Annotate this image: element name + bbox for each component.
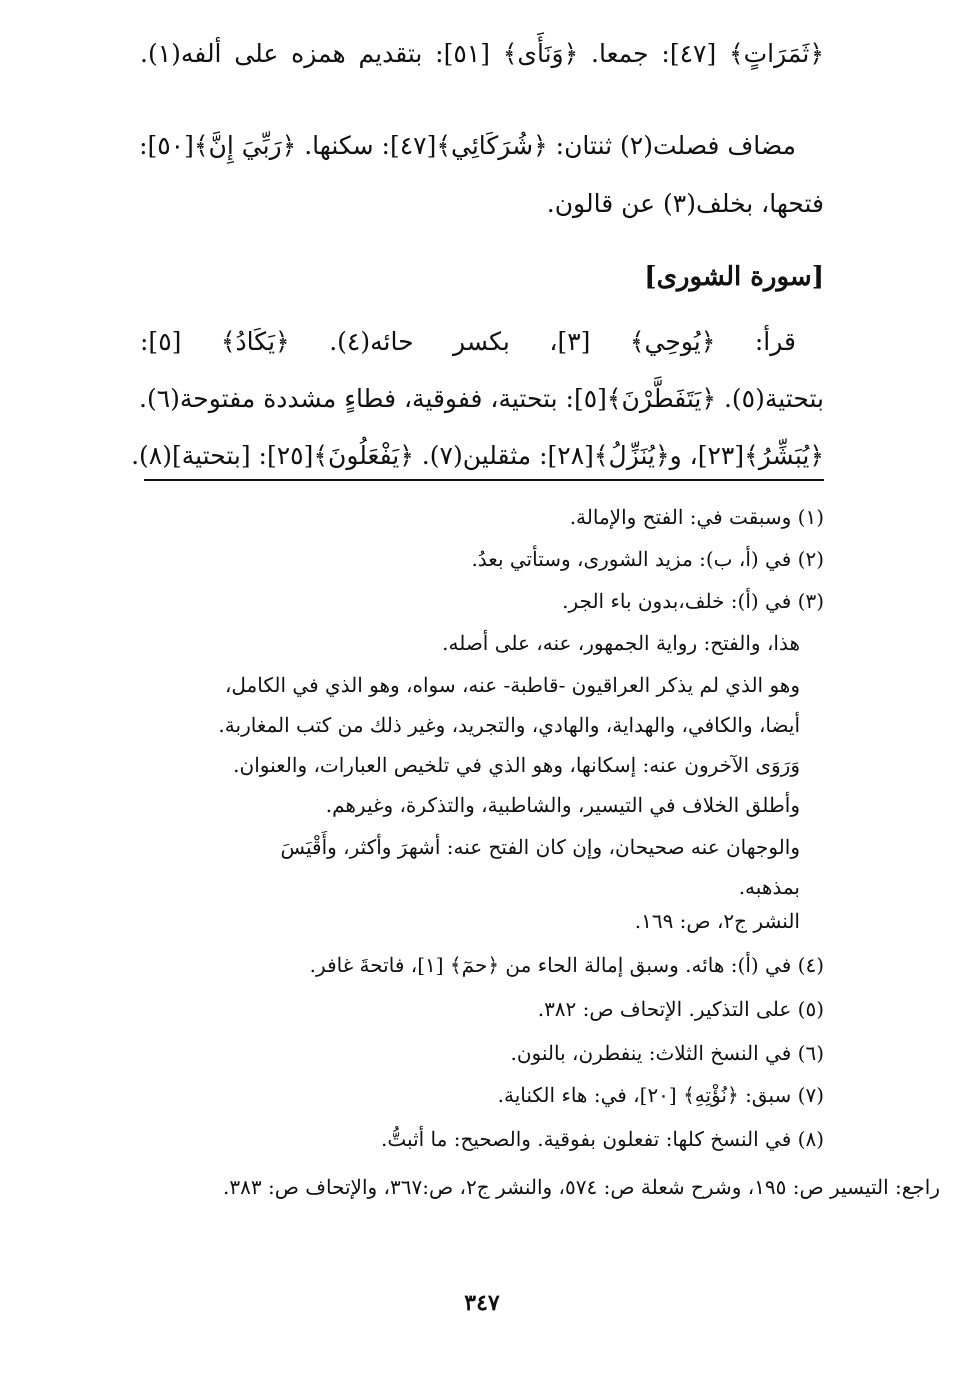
- footnote-3: (٣) في (أ): خلف،بدون باء الجر.: [562, 589, 824, 613]
- main-line-2: مضاف فصلت(٢) ثنتان: ﴿شُرَكَائِي﴾[٤٧]: سكنها. ﴿رَبِّيَ إِنَّ﴾[٥٠]:: [139, 131, 796, 160]
- footnote-4: (٤) في (أ): هائه. وسبق إمالة الحاء من ﴿حمٓ﴾ [١]، فاتحةَ غافر.: [309, 953, 824, 977]
- main-line-6: ﴿يُبَشِّرُ﴾[٢٣]، و﴿يُنَزِّلُ﴾[٢٨]: مثقلين(٧). ﴿يَفْعَلُونَ﴾[٢٥]: [بتحتية](٨).: [131, 441, 824, 470]
- footnote-8: (٨) في النسخ كلها: تفعلون بفوقية. والصحيح: ما أثبتُّ.: [381, 1127, 824, 1151]
- footnote-7: (٧) سبق: ﴿نُؤْتِهِ﴾ [٢٠]، في: هاء الكناية.: [497, 1083, 824, 1107]
- main-line-5: بتحتية(٥). ﴿يَتَفَطَّرْنَ﴾[٥]: بتحتية، ففوقية، فطاءٍ مشددة مفتوحة(٦).: [139, 384, 824, 413]
- footnote-3-line-a: هذا، والفتح: رواية الجمهور، عنه، على أصله.: [442, 631, 800, 655]
- main-line-1: ﴿ثَمَرَاتٍ﴾ [٤٧]: جمعا. ﴿وَنَأَى﴾ [٥١]: بتقديم همزه على ألفه(١).: [140, 39, 824, 68]
- footnote-2: (٢) في (أ، ب): مزيد الشورى، وستأتي بعدُ.: [471, 547, 824, 571]
- footnote-3-line-g: بمذهبه.: [738, 875, 800, 899]
- main-line-4: قرأ: ﴿يُوحِي﴾ [٣]، بكسر حائه(٤). ﴿يَكَادُ﴾ [٥]:: [140, 327, 796, 356]
- footnote-divider: [144, 479, 824, 481]
- main-line-3: فتحها، بخلف(٣) عن قالون.: [546, 189, 824, 218]
- surah-heading: [سورة الشورى]: [644, 262, 824, 292]
- footnote-3-line-b: وهو الذي لم يذكر العراقيون -قاطبة- عنه، سواه، وهو الذي في الكامل،: [224, 673, 800, 697]
- footnote-5: (٥) على التذكير. الإتحاف ص: ٣٨٢.: [537, 997, 824, 1021]
- footnote-3-line-c: أيضا، والكافي، والهداية، والهادي، والتجريد، وغير ذلك من كتب المغاربة.: [218, 713, 800, 737]
- page-number: ٣٤٧: [464, 1290, 500, 1316]
- footnote-6: (٦) في النسخ الثلاث: ينفطرن، بالنون.: [510, 1041, 824, 1065]
- footnote-3-line-e: وأطلق الخلاف في التيسير، والشاطبية، والتذكرة، وغيرهم.: [325, 793, 800, 817]
- footnote-3-line-d: وَرَوَى الآخرون عنه: إسكانها، وهو الذي في تلخيص العبارات، والعنوان.: [233, 753, 800, 777]
- footnote-1: (١) وسبقت في: الفتح والإمالة.: [569, 505, 824, 529]
- references-note: راجع: التيسير ص: ١٩٥، وشرح شعلة ص: ٥٧٤، والنشر ج٢، ص:٣٦٧، والإتحاف ص: ٣٨٣.: [223, 1175, 940, 1199]
- footnote-3-line-h: النشر ج٢، ص: ١٦٩.: [634, 909, 800, 933]
- footnote-3-line-f: والوجهان عنه صحيحان، وإن كان الفتح عنه: أشهرَ وأكثر، وأَقْيَسَ: [280, 835, 800, 859]
